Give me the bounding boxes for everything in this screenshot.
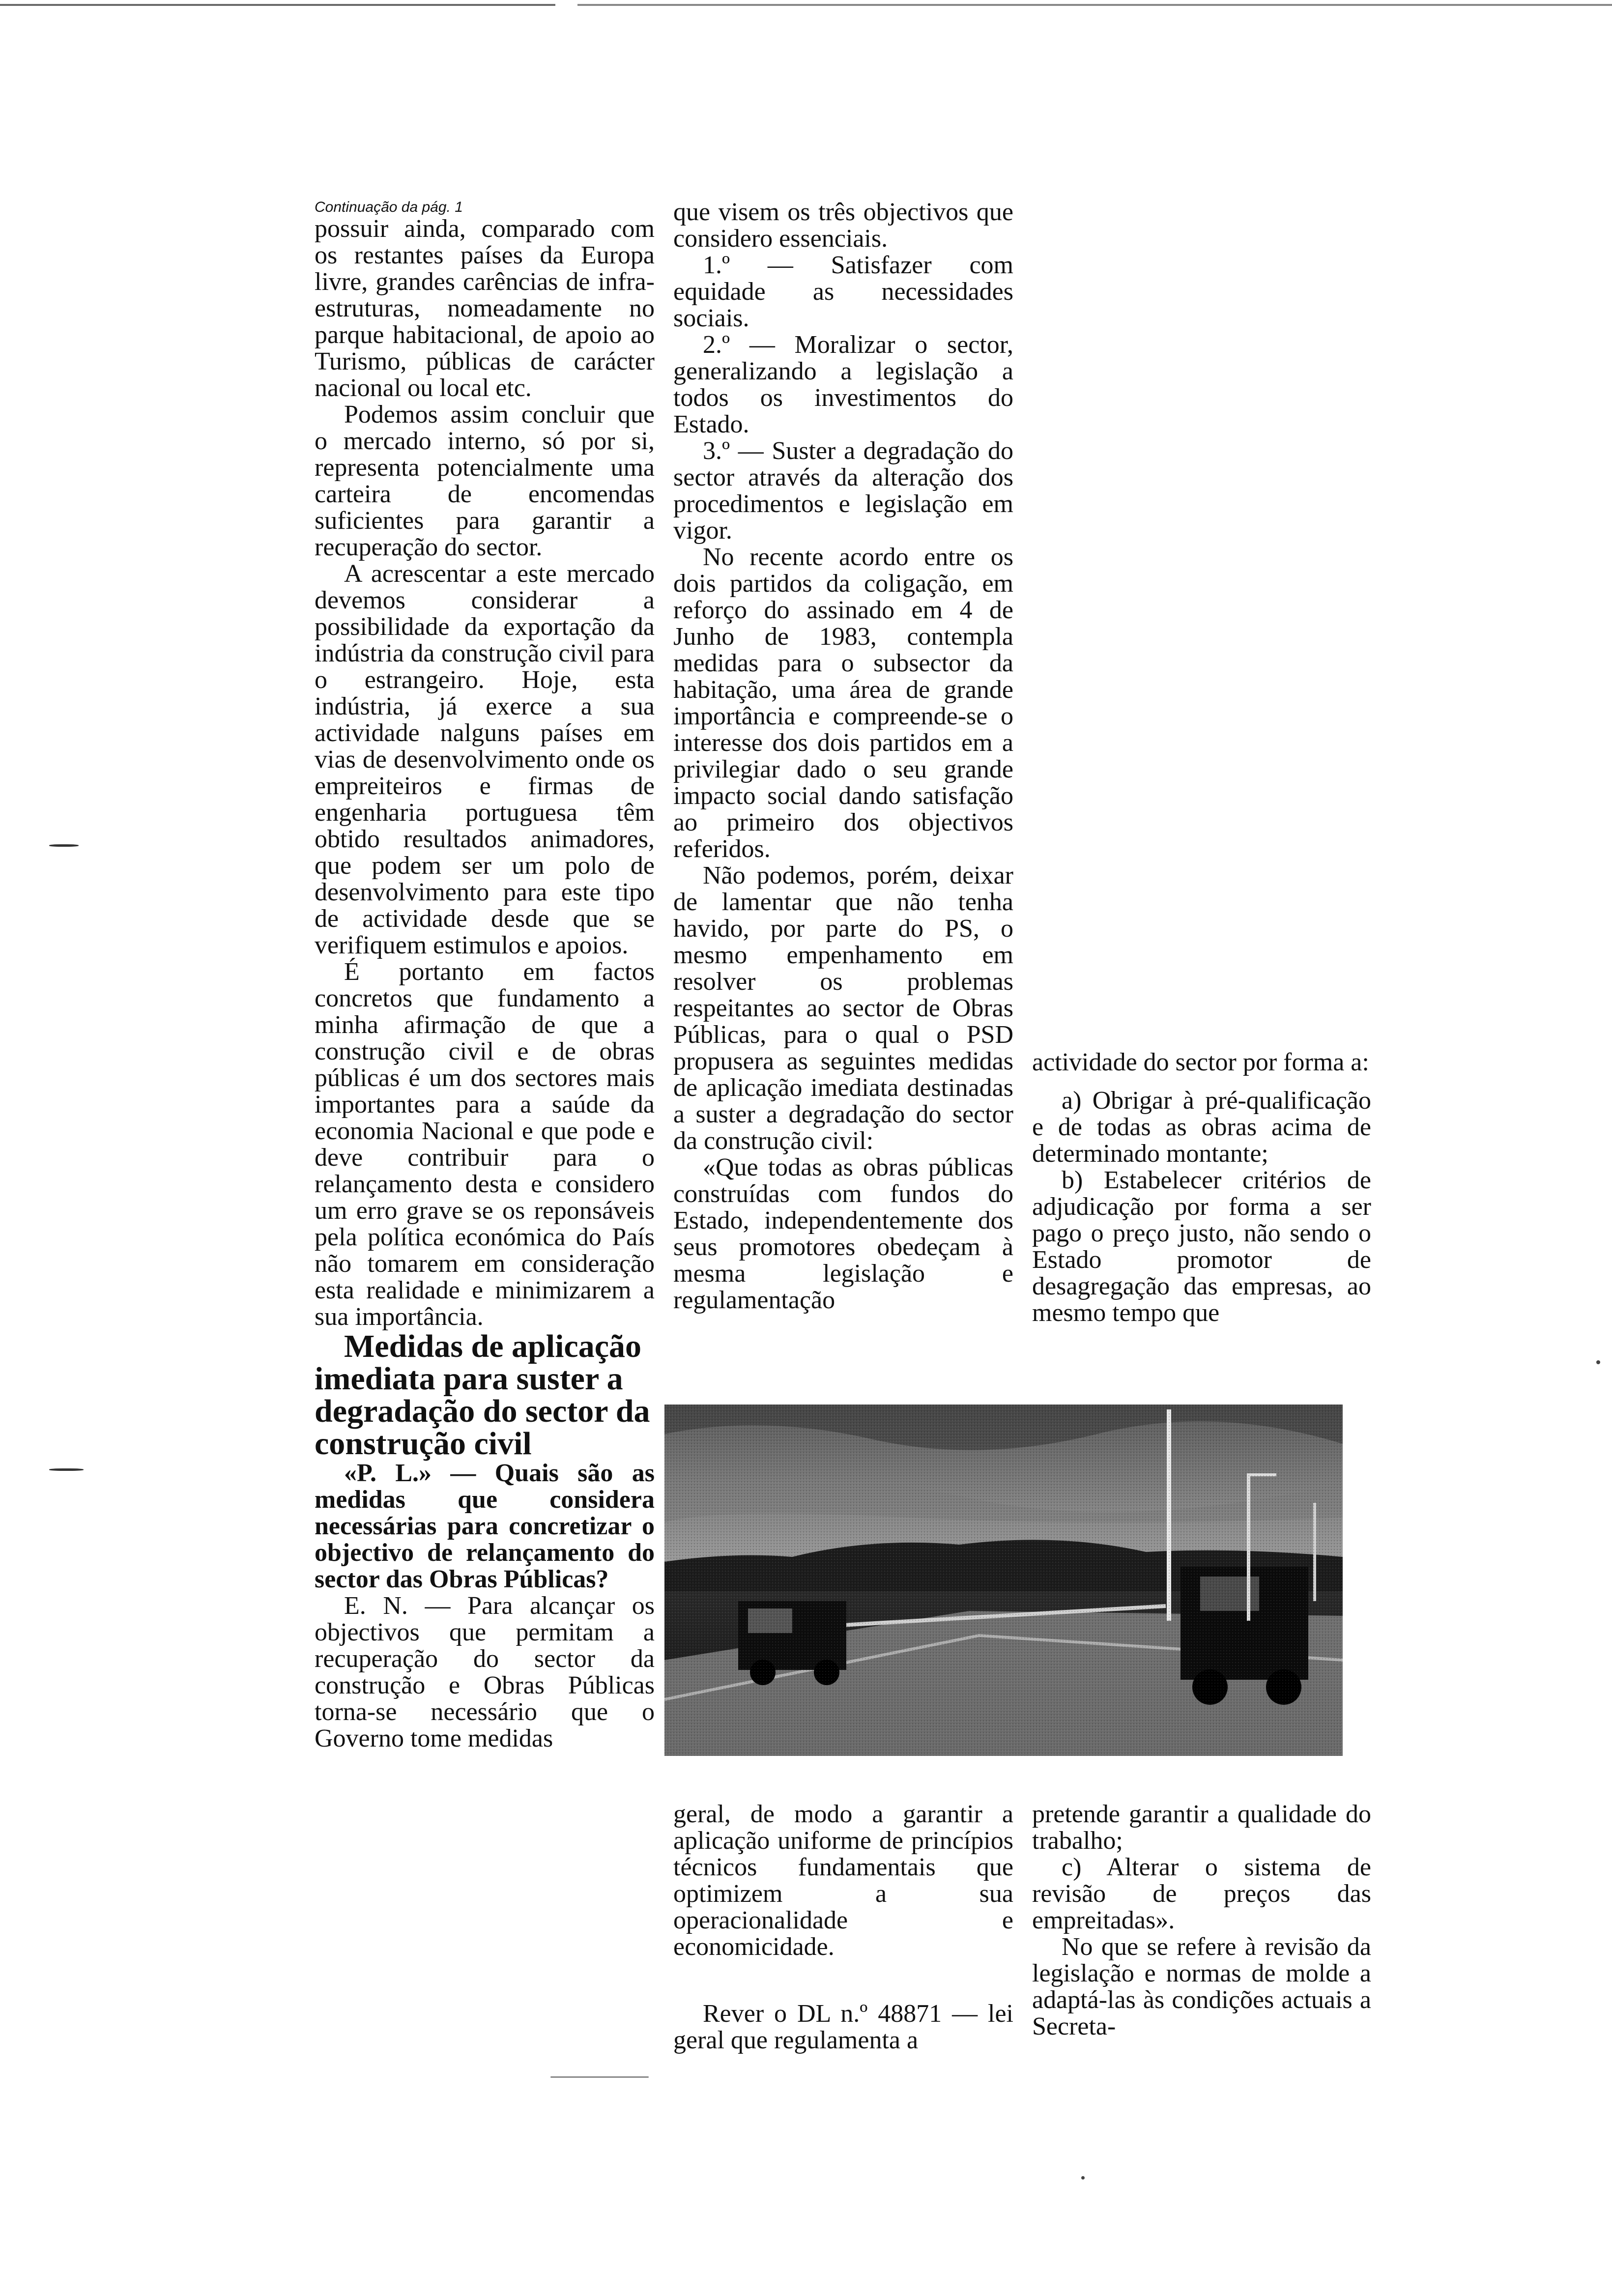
column-1 <box>315 199 655 1752</box>
scan-speck <box>49 1468 84 1471</box>
paragraph: Podemos assim concluir que o mercado interno, só por si, representa potencialmente uma carteira de encomendas suficientes para garantir a recuperação do sector. <box>315 401 655 561</box>
list-item: b) Estabelecer critérios de adjudicação por forma a ser pago o preço justo, não sendo o Estado promotor de desagregação das empresas, ao mesmo tempo que <box>1032 1166 1371 1327</box>
list-item: a) Obrigar à pré-qualificação e de todas as obras acima de determinado montante; <box>1032 1087 1371 1168</box>
column-2-bottom <box>673 1801 1013 2054</box>
scan-speck <box>550 2076 649 2078</box>
scan-speck <box>49 844 79 847</box>
paragraph: possuir ainda, comparado com os restantes países da Europa livre, grandes carências de infra-estruturas, nomeadamente no parque habitacional, de apoio ao Turismo, públicas de carácter nacional ou local etc. <box>315 215 655 402</box>
paragraph: pretende garantir a qualidade do trabalho; <box>1032 1800 1371 1855</box>
continuation-label: Continuação da pág. 1 <box>315 199 463 215</box>
list-item: 1.º — Satisfazer com equidade as necessidades sociais. <box>673 251 1013 332</box>
road-photo <box>664 1405 1343 1756</box>
paragraph: actividade do sector por forma a: <box>1032 1048 1369 1076</box>
scan-speck <box>1596 1360 1600 1364</box>
top-rule-left <box>0 4 555 6</box>
list-item: c) Alterar o sistema de revisão de preços das empreitadas». <box>1032 1853 1371 1934</box>
column-3 <box>1032 1049 1371 1326</box>
interview-answer: E. N. — Para alcançar os objectivos que permitam a recuperação do sector da construção e Obras Públicas torna-se necessário que o Governo tome medidas <box>315 1592 655 1752</box>
paragraph: geral, de modo a garantir a aplicação uniforme de princípios técnicos fundamentais que optimizem a sua operacionalidade e economicidade. <box>673 1800 1013 1961</box>
column-2 <box>673 199 1013 1314</box>
top-rule-right <box>577 4 1612 6</box>
column-3-bottom <box>1032 1801 1371 2040</box>
interview-question: «P. L.» — Quais são as medidas que considera necessárias para concretizar o objectivo de relançamento do sector das Obras Públicas? <box>315 1459 655 1593</box>
list-item: 3.º — Suster a degradação do sector através da alteração dos procedimentos e legislação em vigor. <box>673 437 1013 545</box>
paragraph: É portanto em factos concretos que fundamento a minha afirmação de que a construção civil e de obras públicas é um dos sectores mais importantes para a saúde da economia Nacional e que pode e deve contribuir para o relançamento desta e considero um erro grave se os reponsáveis pela política económica do País não tomarem em consideração esta realidade e minimizarem a sua importância. <box>315 958 655 1331</box>
section-heading: Medidas de aplicação imediata para suster a degradação do sector da construção civil <box>315 1328 650 1462</box>
list-item: 2.º — Moralizar o sector, generalizando a legislação a todos os investimentos do Estado. <box>673 331 1013 438</box>
paragraph: Rever o DL n.º 48871 — lei geral que regulamenta a <box>673 2000 1013 2054</box>
paragraph: A acrescentar a este mercado devemos considerar a possibilidade da exportação da indústria da construção civil para o estrangeiro. Hoje, esta indústria, já exerce a sua actividade nalguns países em vias de desenvolvimento onde os empreiteiros e firmas de engenharia portuguesa têm obtido resultados animadores, que podem ser um polo de desenvolvimento para este tipo de actividade desde que se verifiquem estimulos e apoios. <box>315 560 655 959</box>
paragraph: No recente acordo entre os dois partidos da coligação, em reforço do assinado em 4 de Junho de 1983, contempla medidas para o subsector da habitação, uma área de grande importância e compreende-se o interesse dos dois partidos em a privilegiar dado o seu grande impacto social dando satisfação ao primeiro dos objectivos referidos. <box>673 543 1013 863</box>
scan-speck <box>1081 2176 1085 2180</box>
road-trucks-photo-icon <box>664 1405 1343 1756</box>
paragraph: No que se refere à revisão da legislação e normas de molde a adaptá-las às condições actuais a Secreta- <box>1032 1933 1371 2040</box>
paragraph: Não podemos, porém, deixar de lamentar que não tenha havido, por parte do PS, o mesmo empenhamento em resolver os problemas respeitantes ao sector de Obras Públicas, para o qual o PSD propusera as seguintes medidas de aplicação imediata destinadas a suster a degradação do sector da construção civil: <box>673 861 1013 1155</box>
paragraph: «Que todas as obras públicas construídas com fundos do Estado, independentemente dos seus promotores obedeçam à mesma legislação e regulamentação <box>673 1153 1013 1314</box>
paragraph: que visem os três objectivos que considero essenciais. <box>673 198 1013 253</box>
